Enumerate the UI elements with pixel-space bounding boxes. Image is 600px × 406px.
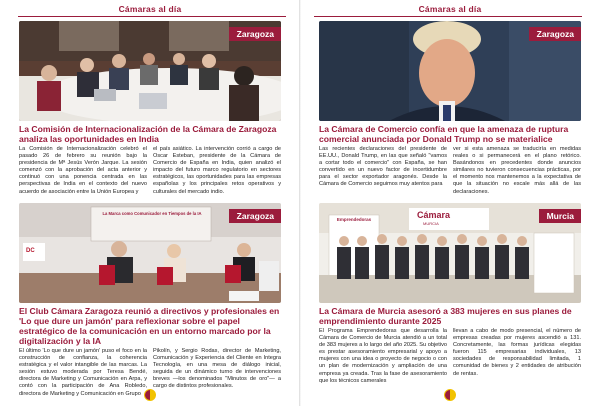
city-badge: Zaragoza [229, 209, 281, 223]
camara-logo-sub: MURCIA [423, 221, 439, 226]
dc-logo: DC [26, 248, 35, 254]
event-photo [19, 203, 281, 303]
article-headline[interactable]: La Comisión de Internacionalización de la Cámara de Zaragoza analiza las oportunidades en India [19, 124, 277, 144]
article-internacionalizacion [19, 21, 281, 196]
article-body [19, 146, 281, 196]
article-trump [319, 21, 581, 196]
article-headline[interactable]: La Cámara de Murcia asesoró a 383 mujeres en sus planes de emprendimiento durante 2025 [319, 306, 572, 326]
header-rule-right [314, 16, 582, 17]
camara-logo: Cámara [417, 210, 451, 220]
page-header-right: Cámaras al día [418, 4, 482, 14]
article-murcia [319, 203, 581, 385]
page-header-left: Cámaras al día [118, 4, 182, 14]
article-column-1: El último 'Lo que dure un jamón' puso el foco en la construcción de confianza, la coherencia estratégica y el valor intangible de las marcas. La sesión estuvo moderada por Teresa Bendé, directora de Marketing y Comunicación en Arpa, y contó con la participación de Ana Robledo, directora de Marketing y Comunicación en Grupo [19, 348, 147, 397]
article-column-1: Las recientes declaraciones del presidente de EE.UU., Donald Trump, en las que señaló "vamos a cortar todo el comercio" con España, se han convertido en un nuevo factor de incertidumbre para el sector exportador aragonés. Desde la Cámara de Comercio seguimos muy atentos para [319, 146, 447, 188]
meeting-photo [19, 21, 281, 121]
article-headline[interactable]: El Club Cámara Zaragoza reunió a directivos y profesionales en 'Lo que dure un jamón' para reflexionar sobre el papel estratégico de la comunicación en un entorno marcado por la digitalización y la IA [19, 306, 280, 346]
article-column-2: el país asiático. La intervención corrió a cargo de Oscar Esteban, presidente de la Cámara de Comercio de España en India, quien analizó el impacto del futuro marco regulatorio en sectores estratégicos, las oportunidades para las empresas españolas y los principales retos operativos y culturales del mercado indio. [153, 146, 281, 195]
city-badge: Murcia [539, 209, 581, 223]
article-column-1: El Programa Emprendedoras que desarrolla la Cámara de Comercio de Murcia atendió a un total de 383 mujeres a lo largo del año 2025. Su objetivo es prestar asesoramiento empresarial y apoyo a mujeres con una idea o proyecto de negocio o con un plan de modernización y ampliación de una empresa ya creada. Tras la fase de asesoramiento que los técnicos camerales [319, 328, 447, 384]
article-club-camara [19, 203, 281, 398]
portrait-photo [319, 21, 581, 121]
article-body [319, 328, 581, 385]
event-screen-title: La Marca como Comunicador en Tiempos de la IA [102, 211, 202, 216]
city-badge: Zaragoza [529, 27, 581, 41]
page-spine [299, 0, 301, 406]
header-rule-left [18, 16, 286, 17]
article-column-1: La Comisión de Internacionalización celebró el pasado 26 de febrero su reunión bajo la presidencia de Mª Jesús Verón Jarque. La sesión comenzó con la aprobación del acta anterior y continuó con una ponencia centrada en las perspectivas de India en el contexto del nuevo acuerdo de asociación entre la Unión Europea y [19, 146, 147, 195]
murcia-banner-label: Emprendedoras [336, 217, 372, 222]
article-column-2: Pikolín, y Sergio Rodas, director de Marketing, Comunicación y Experiencia del Cliente en Integra Tecnología, en una mesa de diálogo inicial, seguida de un dinámico turno de intervenciones breves —los denominados "Minutos de oro"— a cargo de distintos profesionales. [153, 348, 281, 390]
article-headline[interactable]: La Cámara de Comercio confía en que la amenaza de ruptura comercial anunciada por Donald Trump no se materialice [319, 124, 569, 144]
article-column-2: llevan a cabo de modo presencial, el número de empresas creadas por mujeres ascendió a 131. Concretamente, las formas jurídicas elegidas fueron 115 empresarias individuales, 13 sociedades de responsabilidad limitada, 1 comunidad de bienes y 2 entidades de atribución de rentas. [453, 328, 581, 377]
camara-logo-icon [443, 388, 457, 402]
article-column-2: ver si esta amenaza se traduciría en medidas reales o si permanecerá en el plano retórico. Basándonos en precedentes donde anuncios similares no tuvieron consecuencias prácticas, por el momento nos mantenemos a la expectativa de que la situación no escale más allá de las declaraciones. [453, 146, 581, 195]
group-photo [319, 203, 581, 303]
camara-logo-icon [143, 388, 157, 402]
city-badge: Zaragoza [229, 27, 281, 41]
article-body [319, 146, 581, 196]
